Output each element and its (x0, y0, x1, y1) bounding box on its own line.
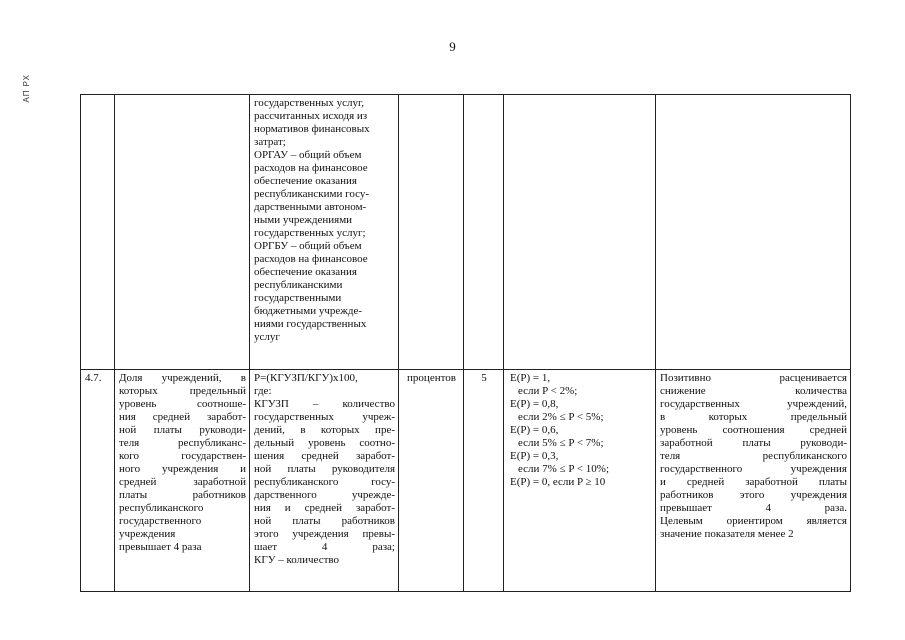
text-line: расходов на финансовое (254, 253, 368, 265)
text-line: E(P) = 1, (510, 372, 551, 384)
text-line: ными учреждениями (254, 214, 353, 226)
text-line: государственных услуг; (254, 227, 366, 239)
indicator-table (80, 94, 851, 592)
table-row-continuation (81, 95, 851, 370)
text-line: дарственного учрежде- (254, 489, 395, 501)
text-line: ОРГАУ – общий объем (254, 149, 362, 161)
description-cell (656, 95, 851, 370)
unit-cell (399, 95, 464, 370)
text-line: рассчитанных исходя из (254, 110, 368, 122)
text-line: обеспечение оказания (254, 266, 357, 278)
formula-cell (250, 370, 399, 592)
margin-mark: АП РХ (22, 74, 31, 103)
text-line: Целевым ориентиром является (660, 515, 847, 527)
text-line: государственных учреж- (254, 411, 395, 423)
indicator-name (115, 370, 249, 554)
unit-text: процентов (407, 372, 456, 384)
text-line: E(P) = 0,8, (510, 398, 559, 410)
text-line: шения средней заработ- (254, 450, 395, 462)
text-line: затрат; (254, 136, 286, 148)
text-line: государственных услуг, (254, 97, 365, 109)
text-line: дений, в которых пре- (254, 424, 395, 436)
text-line: услуг (254, 331, 280, 343)
number-cell (81, 370, 115, 592)
text-line: в которых предельный (660, 411, 847, 423)
text-line: государственного (119, 515, 202, 527)
text-line: расходов на финансовое (254, 162, 368, 174)
description-text (656, 370, 850, 541)
text-line: ной платы работников (254, 515, 395, 527)
text-line: учреждения (119, 528, 176, 540)
text-line: Доля учреждений, в (119, 372, 246, 384)
text-line: государственными (254, 292, 342, 304)
text-line: превышает 4 раза (119, 541, 202, 553)
text-line: которых предельный (119, 385, 246, 397)
text-line: E(P) = 0, если P ≥ 10 (510, 476, 606, 488)
text-line: ния средней заработ- (119, 411, 246, 423)
text-line: ной платы руководи- (119, 424, 246, 436)
text-line: превышает 4 раза. (660, 502, 847, 514)
text-line: КГУ – количество (254, 554, 339, 566)
text-line: если 7% ≤ P < 10%; (518, 463, 609, 475)
text-line: если 2% ≤ P < 5%; (518, 411, 604, 423)
number-cell (81, 95, 115, 370)
weight-cell (464, 370, 504, 592)
text-line: если P < 2%; (518, 385, 578, 397)
text-line: если 5% ≤ P < 7%; (518, 437, 604, 449)
criteria-text (504, 370, 655, 489)
text-line: ния и средней заработ- (254, 502, 395, 514)
text-line: теля республиканского (660, 450, 847, 462)
text-line: где: (254, 385, 272, 397)
criteria-cell (504, 95, 656, 370)
text-line: республиканскими (254, 279, 343, 291)
description-cell (656, 370, 851, 592)
text-line: уровень соотношения средней (660, 424, 847, 436)
row-number: 4.7. (85, 372, 102, 384)
unit-cell (399, 370, 464, 592)
text-line: заработной платы руководи- (660, 437, 847, 449)
text-line: средней заработной (119, 476, 246, 488)
formula-text (250, 370, 398, 567)
text-line: бюджетными учрежде- (254, 305, 363, 317)
text-line: значение показателя менее 2 (660, 528, 794, 540)
text-line: Позитивно расценивается (660, 372, 847, 384)
text-line: КГУЗП – количество (254, 398, 395, 410)
text-line: дарственными автоном- (254, 201, 367, 213)
table-row-4-7 (81, 370, 851, 592)
text-line: ного учреждения и (119, 463, 246, 475)
text-line: кого государствен- (119, 450, 246, 462)
text-line: ниями государственных (254, 318, 367, 330)
text-line: E(P) = 0,3, (510, 450, 559, 462)
criteria-cell (504, 370, 656, 592)
text-line: этого учреждения превы- (254, 528, 395, 540)
text-line: государственных учреждений, (660, 398, 847, 410)
text-line: P=(КГУЗП/КГУ)x100, (254, 372, 358, 384)
text-line: обеспечение оказания (254, 175, 357, 187)
page-number: 9 (449, 39, 456, 54)
text-line: снижение количества (660, 385, 847, 397)
formula-text (250, 95, 398, 344)
name-cell (115, 95, 250, 370)
text-line: дельный уровень соотно- (254, 437, 395, 449)
text-line: теля республиканс- (119, 437, 246, 449)
formula-cell (250, 95, 399, 370)
weight-text: 5 (481, 372, 487, 384)
name-cell (115, 370, 250, 592)
text-line: и средней заработной платы (660, 476, 847, 488)
text-line: работников этого учреждения (660, 489, 847, 501)
text-line: республиканскими госу- (254, 188, 370, 200)
text-line: республиканского госу- (254, 476, 395, 488)
text-line: ОРГБУ – общий объем (254, 240, 362, 252)
text-line: уровень соотноше- (119, 398, 246, 410)
text-line: ной платы руководителя (254, 463, 395, 475)
weight-cell (464, 95, 504, 370)
text-line: шает 4 раза; (254, 541, 395, 553)
text-line: государственного учреждения (660, 463, 847, 475)
text-line: платы работников (119, 489, 246, 501)
text-line: республиканского (119, 502, 204, 514)
text-line: E(P) = 0,6, (510, 424, 559, 436)
text-line: нормативов финансовых (254, 123, 370, 135)
